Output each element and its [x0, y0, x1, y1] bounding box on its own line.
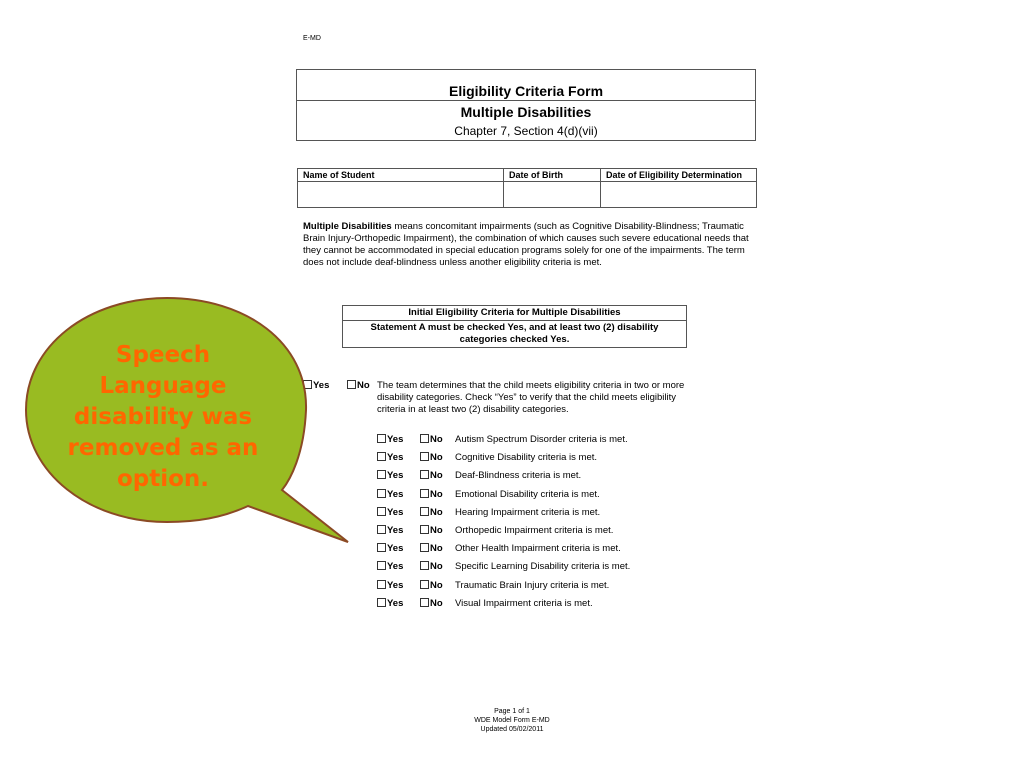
no-label: No: [430, 452, 443, 464]
category-no-checkbox[interactable]: [420, 580, 429, 589]
category-label: Emotional Disability criteria is met.: [455, 488, 600, 500]
category-no-checkbox[interactable]: [420, 452, 429, 461]
category-yes-checkbox[interactable]: [377, 470, 386, 479]
category-yes-checkbox[interactable]: [377, 580, 386, 589]
footer: [412, 707, 612, 734]
category-label: Autism Spectrum Disorder criteria is met.: [455, 434, 628, 445]
category-no-checkbox[interactable]: [420, 470, 429, 479]
criteria-title: Initial Eligibility Criteria for Multiple Disabilities: [343, 306, 686, 321]
form-code: E-MD: [303, 35, 321, 42]
yes-label: Yes: [313, 380, 330, 391]
category-label: Cognitive Disability criteria is met.: [455, 452, 598, 464]
no-label: No: [357, 380, 370, 391]
category-label: Hearing Impairment criteria is met.: [455, 506, 601, 518]
category-no-checkbox[interactable]: [420, 598, 429, 607]
category-yes-checkbox[interactable]: [377, 525, 386, 534]
yes-label: Yes: [387, 488, 404, 500]
category-no-checkbox[interactable]: [420, 434, 429, 443]
date-of-birth-field[interactable]: [504, 182, 601, 208]
footer-form-name: WDE Model Form E-MD: [474, 717, 550, 724]
yes-label: Yes: [387, 597, 404, 609]
category-no-checkbox[interactable]: [420, 543, 429, 552]
category-yes-checkbox[interactable]: [377, 561, 386, 570]
definition-text: means concomitant impairments (such as Cognitive Disability-Blindness; Traumatic Brain Injury-Orthopedic Impairment), the combination of which causes such severe educational needs that they cannot be accommodated in special education programs solely for one of the impairments. The term does not include deaf-blindness unless another eligibility criteria is met.: [303, 221, 749, 268]
category-yes-checkbox[interactable]: [377, 507, 386, 516]
category-yes-checkbox[interactable]: [377, 452, 386, 461]
category-yes-checkbox[interactable]: [377, 543, 386, 552]
criteria-box: [342, 305, 687, 348]
category-no-checkbox[interactable]: [420, 489, 429, 498]
form-title: Eligibility Criteria Form: [297, 70, 755, 101]
no-label: No: [430, 488, 443, 500]
no-label: No: [430, 561, 443, 573]
yes-label: Yes: [387, 434, 404, 445]
category-label: Deaf-Blindness criteria is met.: [455, 470, 582, 482]
category-yes-checkbox[interactable]: [377, 598, 386, 607]
name-of-student-header: Name of Student: [298, 169, 504, 182]
footer-updated: Updated 05/02/2011: [480, 726, 544, 733]
callout-text: Speech Language disability was removed as an option.: [67, 342, 259, 492]
category-label: Visual Impairment criteria is met.: [455, 597, 593, 609]
form-chapter: Chapter 7, Section 4(d)(vii): [454, 124, 598, 138]
eligibility-date-field[interactable]: [601, 182, 757, 208]
no-label: No: [430, 470, 443, 482]
no-label: No: [430, 543, 443, 555]
yes-label: Yes: [387, 452, 404, 464]
title-box: [296, 69, 756, 141]
category-no-checkbox[interactable]: [420, 507, 429, 516]
category-label: Other Health Impairment criteria is met.: [455, 543, 621, 555]
criteria-instruction: Statement A must be checked Yes, and at least two (2) disability categories checked Yes.: [370, 322, 659, 345]
yes-label: Yes: [387, 470, 404, 482]
no-label: No: [430, 597, 443, 609]
eligibility-date-header: Date of Eligibility Determination: [601, 169, 757, 182]
no-label: No: [430, 506, 443, 518]
category-yes-checkbox[interactable]: [377, 489, 386, 498]
page-number: Page 1 of 1: [494, 708, 530, 715]
name-of-student-field[interactable]: [298, 182, 504, 208]
no-label: No: [430, 525, 443, 536]
statement-a-text: The team determines that the child meets eligibility criteria in two or more disability categories. Check “Yes” to verify that the child meets eligibility criteria in at least two (2) disability categories.: [377, 380, 685, 415]
no-label: No: [430, 579, 443, 591]
date-of-birth-header: Date of Birth: [504, 169, 601, 182]
yes-label: Yes: [387, 579, 404, 591]
category-no-checkbox[interactable]: [420, 525, 429, 534]
category-label: Traumatic Brain Injury criteria is met.: [455, 579, 610, 591]
yes-label: Yes: [387, 543, 404, 555]
definition-term: Multiple Disabilities: [303, 221, 392, 232]
student-info-table: [297, 168, 757, 208]
no-label: No: [430, 434, 443, 445]
yes-label: Yes: [387, 506, 404, 518]
yes-label: Yes: [387, 561, 404, 573]
category-label: Orthopedic Impairment criteria is met.: [455, 525, 614, 536]
category-no-checkbox[interactable]: [420, 561, 429, 570]
category-yes-checkbox[interactable]: [377, 434, 386, 443]
definition-paragraph: [303, 221, 755, 269]
form-subtitle: Multiple Disabilities: [460, 104, 592, 120]
category-label: Specific Learning Disability criteria is met.: [455, 561, 631, 573]
yes-label: Yes: [387, 525, 404, 536]
